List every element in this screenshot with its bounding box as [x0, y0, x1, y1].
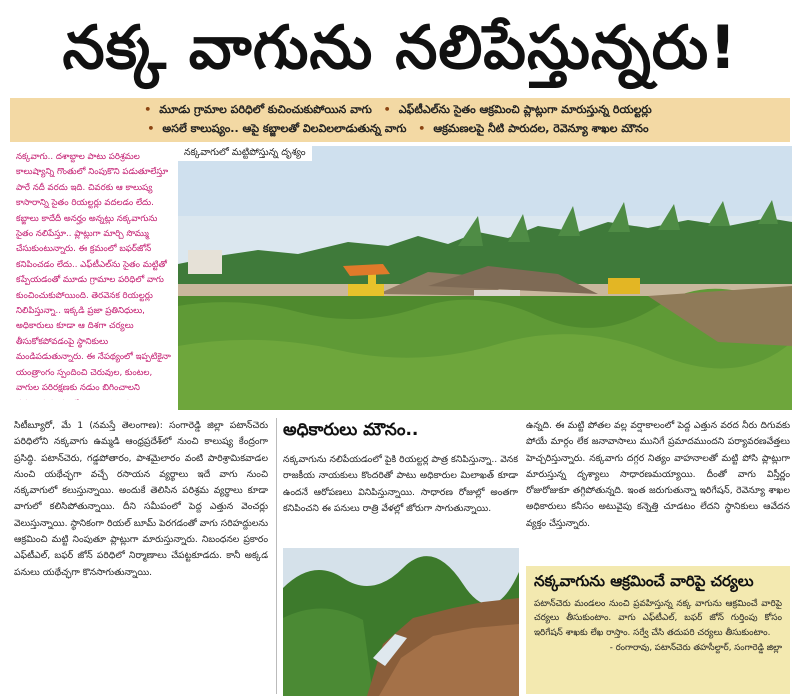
column-divider — [276, 418, 277, 694]
highlights-band — [10, 98, 790, 142]
highlight-item: ఆక్రమణలపై నీటి పారుదల, రెవెన్యూ శాఖల మౌనం — [433, 122, 649, 135]
photo-caption: నక్కవాగులో మట్టిపోస్తున్న దృశ్యం — [178, 146, 312, 161]
quote-box-credit: - రంగారావు, పటాన్‌చెరు తహసీల్దార్, సంగారెడ్డి జిల్లా — [609, 643, 782, 654]
subheading: అధికారులు మౌనం.. — [283, 420, 419, 440]
quote-box-title: నక్కవాగును ఆక్రమించే వారిపై చర్యలు — [534, 572, 754, 590]
bullet-icon: • — [418, 122, 426, 135]
bullet-icon: • — [383, 103, 391, 116]
highlights-row — [10, 122, 790, 138]
highlight-item: అసలే కాలుష్యం.. ఆపై కబ్జాలతో విలవిలలాడుతున్న వాగు — [162, 122, 407, 135]
quote-box-body: పటాన్‌చెరు మండలం నుంచి ప్రవహిస్తున్న నక్క వాగును ఆక్రమించే వారిపై చర్యలు తీసుకుంటాం. వాగు ఎఫ్‌టీఎల్, బఫర్ జోన్ గుర్తింపు కోసం ఇరిగేషన్ శాఖకు లేఖ రాస్తాం. సర్వే చేసి తదుపరి చర్యలు తీసుకుంటాం. — [534, 599, 782, 638]
body-column-3: ఉన్నది. ఈ మట్టి పోతల వల్ల వర్షాకాలంలో పెద్ద ఎత్తున వరద నీరు దిగువకు పోయే మార్గం లేక జనావాసాలు మునిగే ప్రమాదముందని పర్యావరణవేత్తలు హెచ్చరిస్తున్నారు. నక్కవాగు దగ్గర నిత్యం వాహనాలతో మట్టి పోసి ప్లాట్లుగా మారుస్తున్న దృశ్యాలు సాధారణమయ్యాయి. దీంతో వాగు విస్తీర్ణం రోజురోజుకూ తగ్గిపోతున్నది. ఇంత జరుగుతున్నా ఇరిగేషన్, రెవెన్యూ శాఖల అధికారులు కనీసం అటువైపు కన్నెత్తి చూడటం లేదని స్థానికులు ఆవేదన వ్యక్తం చేస్తున్నారు. — [526, 420, 790, 529]
intro-sidebar: నక్కవాగు.. దశాబ్దాల పాటు పరిశ్రమల కాలుష్యాన్ని గొంతులో నింపుకొని పడుతూలేస్తూ పారే నదీ వరదు ఇది. చివరకు ఆ కాలుష్య కాసారాన్ని సైతం రియల్టర్లు వదలడం లేదు. కబ్జాలు కాదేదీ అనర్హం అన్నట్లు నక్కవాగును సైతం నలిపేస్తూ.. ప్లాట్లుగా మార్చి సొమ్ము చేసుకుంటున్నారు. ఈ క్రమంలో బఫర్‌జోన్ కనిపించడం లేదు.. ఎఫ్‌టీఎల్‌ను సైతం మట్టితో కప్పేయడంతో మూడు గ్రామాల పరిధిలో వాగు కుంచించుకుపోయింది. తెరవెనక రియల్టర్లు నిలిపిస్తున్నా.. ఇక్కడి ప్రజా ప్రతినిధులు, అధికారులు కూడా ఆ దిశగా చర్యలు తీసుకోకపోవడంపై స్థానికులు మండిపడుతున్నారు. ఈ నేపథ్యంలో ఇప్పటికైనా యంత్రాంగం స్పందించి చెరువుల, కుంటల, వాగుల పరిరక్షణకు నడుం బిగించాలని — [16, 152, 171, 394]
body-column-1: సిటీబ్యూరో, మే 1 (నమస్తే తెలంగాణ): సంగారెడ్డి జిల్లా పటాన్‌చెరు పరిధిలోని నక్కవాగు ఉమ్మడి ఆంధ్రప్రదేశ్‌లో నుంచి కాలుష్య కేంద్రంగా ప్రసిద్ధి. పటాన్‌చెరు, గడ్డపోతారం, పాశమైలారం వంటి పారిశ్రామికవాడల నుంచి యథేచ్ఛగా వచ్చే రసాయన వ్యర్థాలు ఇదే వాగు నుంచి నక్కవాగులో కలుస్తున్నాయి. అందుకే తెలిసిన పరిశ్రమ వ్యర్థాలు కూడా వాగులో కలిసిపోతున్నాయి. దీని సమీపంలో పెద్ద ఎత్తున వెంచర్లు వెలుస్తున్నాయి. స్థానికంగా రియల్ బూమ్ పెరగడంతో వాగు సరిహద్దులను ఆక్రమించి మట్టి నింపుతూ ప్లాట్లుగా మారుస్తున్నారు. నిబంధనల ప్రకారం ఎఫ్‌టీఎల్, బఫర్ జోన్ పరిధిలో నిర్మాణాలు చేపట్టకూడదు. కానీ అక్కడ పనులు యథేచ్ఛగా కొనసాగుతున్నాయి. — [14, 420, 268, 578]
bullet-icon: • — [147, 122, 155, 135]
body-column-2: నక్కవాగును నలిపేయడంలో పైకి రియల్టర్ల పాత్ర కనిపిస్తున్నా.. వెనక రాజకీయ నాయకులు కొందరితో పాటు అధికారుల మిలాఖత్ కూడా ఉందనే ఆరోపణలు వినిపిస్తున్నాయి. సాధారణ రోజుల్లో అంతగా కనిపించని ఈ పనులు రాత్రి వేళల్లో జోరుగా సాగుతున్నాయి. — [283, 454, 518, 514]
highlight-item: మూడు గ్రామాల పరిధిలో కుచించుకుపోయిన వాగు — [159, 103, 372, 116]
headline: నక్క వాగును నలిపేస్తున్నరు! — [62, 13, 738, 83]
bullet-icon: • — [144, 103, 152, 116]
quote-box — [526, 566, 790, 694]
main-photo — [178, 146, 792, 410]
highlight-item: ఎఫ్‌టీఎల్‌ను సైతం ఆక్రమించి ప్లాట్లుగా మారుస్తున్న రియల్టర్లు — [398, 103, 652, 116]
secondary-photo — [283, 548, 519, 696]
highlights-row — [10, 103, 790, 119]
